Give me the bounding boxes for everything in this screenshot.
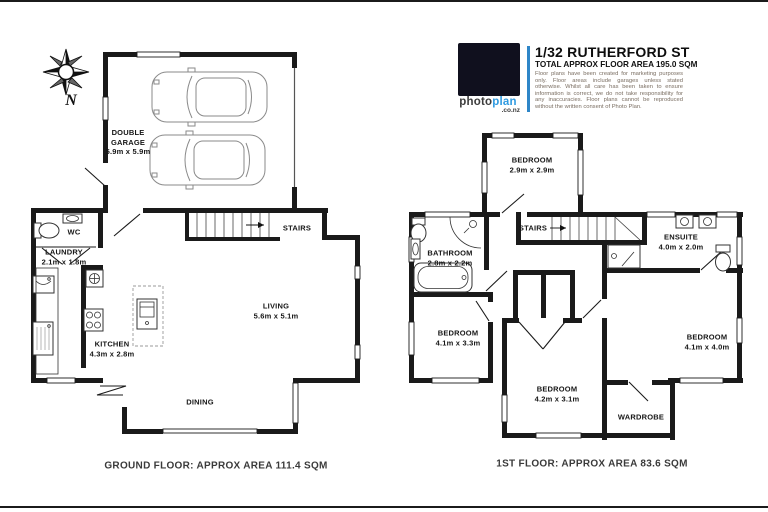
first-floor-caption: 1ST FLOOR: APPROX AREA 83.6 SQM bbox=[496, 458, 688, 470]
disclaimer-text: Floor plans have been created for marketing purposes only. Floor areas include garages unless stated otherwise. Whilst all care has been taken to ensure information is correct, we do not take responsibility for any inaccuracies. Floor plans cannot be reproduced without the written consent of Photo Plan. bbox=[535, 71, 683, 110]
room-label-bathroom: BATHROOM 2.8m x 2.2m bbox=[427, 248, 473, 267]
header-divider bbox=[527, 46, 530, 112]
shower-icon bbox=[608, 245, 640, 268]
stairs-ground bbox=[185, 212, 280, 241]
ground-floor-plan bbox=[31, 52, 360, 434]
photoplan-logo bbox=[458, 43, 520, 96]
room-label-stairs-ff: STAIRS bbox=[518, 223, 548, 233]
room-label-bedroom-left: BEDROOM 4.1m x 3.3m bbox=[435, 328, 481, 347]
room-label-stairs-gf: STAIRS bbox=[282, 223, 312, 233]
page-title: 1/32 RUTHERFORD ST bbox=[535, 44, 690, 60]
total-area-subtitle: TOTAL APPROX FLOOR AREA 195.0 SQM bbox=[535, 60, 698, 69]
vanity-icon bbox=[411, 239, 420, 259]
room-label-ensuite: ENSUITE 4.0m x 2.0m bbox=[658, 232, 704, 251]
car-icon bbox=[152, 68, 267, 126]
ground-floor-caption: GROUND FLOOR: APPROX AREA 111.4 SQM bbox=[104, 460, 328, 472]
compass-rose bbox=[43, 49, 89, 95]
stove-icon bbox=[84, 309, 103, 331]
room-label-dining: DINING bbox=[186, 397, 214, 407]
room-label-living: LIVING 5.6m x 5.1m bbox=[253, 301, 299, 320]
compass-north-label: N bbox=[65, 92, 77, 109]
room-label-wardrobe: WARDROBE bbox=[617, 412, 665, 422]
room-label-kitchen: KITCHEN 4.3m x 2.8m bbox=[89, 339, 135, 358]
toilet-icon bbox=[716, 245, 731, 271]
island-bench bbox=[133, 286, 163, 346]
kitchen-sink-icon bbox=[86, 270, 103, 287]
toilet-icon bbox=[34, 223, 59, 238]
room-label-bedroom-middle: BEDROOM 4.2m x 3.1m bbox=[534, 384, 580, 403]
shower-icon bbox=[450, 217, 481, 248]
brand-plan: plan bbox=[492, 96, 517, 108]
toilet-icon bbox=[411, 218, 426, 242]
brand-suffix: .co.nz bbox=[501, 107, 520, 114]
room-label-bedroom-top: BEDROOM 2.9m x 2.9m bbox=[509, 155, 555, 174]
sink-icon bbox=[63, 214, 82, 223]
dishwasher-icon bbox=[33, 322, 53, 355]
brand-photo: photo bbox=[459, 96, 493, 108]
car-icon bbox=[150, 131, 265, 189]
room-label-double-garage: DOUBLE GARAGE 5.9m x 5.9m bbox=[105, 127, 151, 156]
room-label-wc: WC bbox=[67, 227, 81, 237]
room-label-bedroom-right: BEDROOM 4.1m x 4.0m bbox=[684, 332, 730, 351]
room-label-laundry: LAUNDRY 2.1m x 1.8m bbox=[41, 247, 87, 266]
